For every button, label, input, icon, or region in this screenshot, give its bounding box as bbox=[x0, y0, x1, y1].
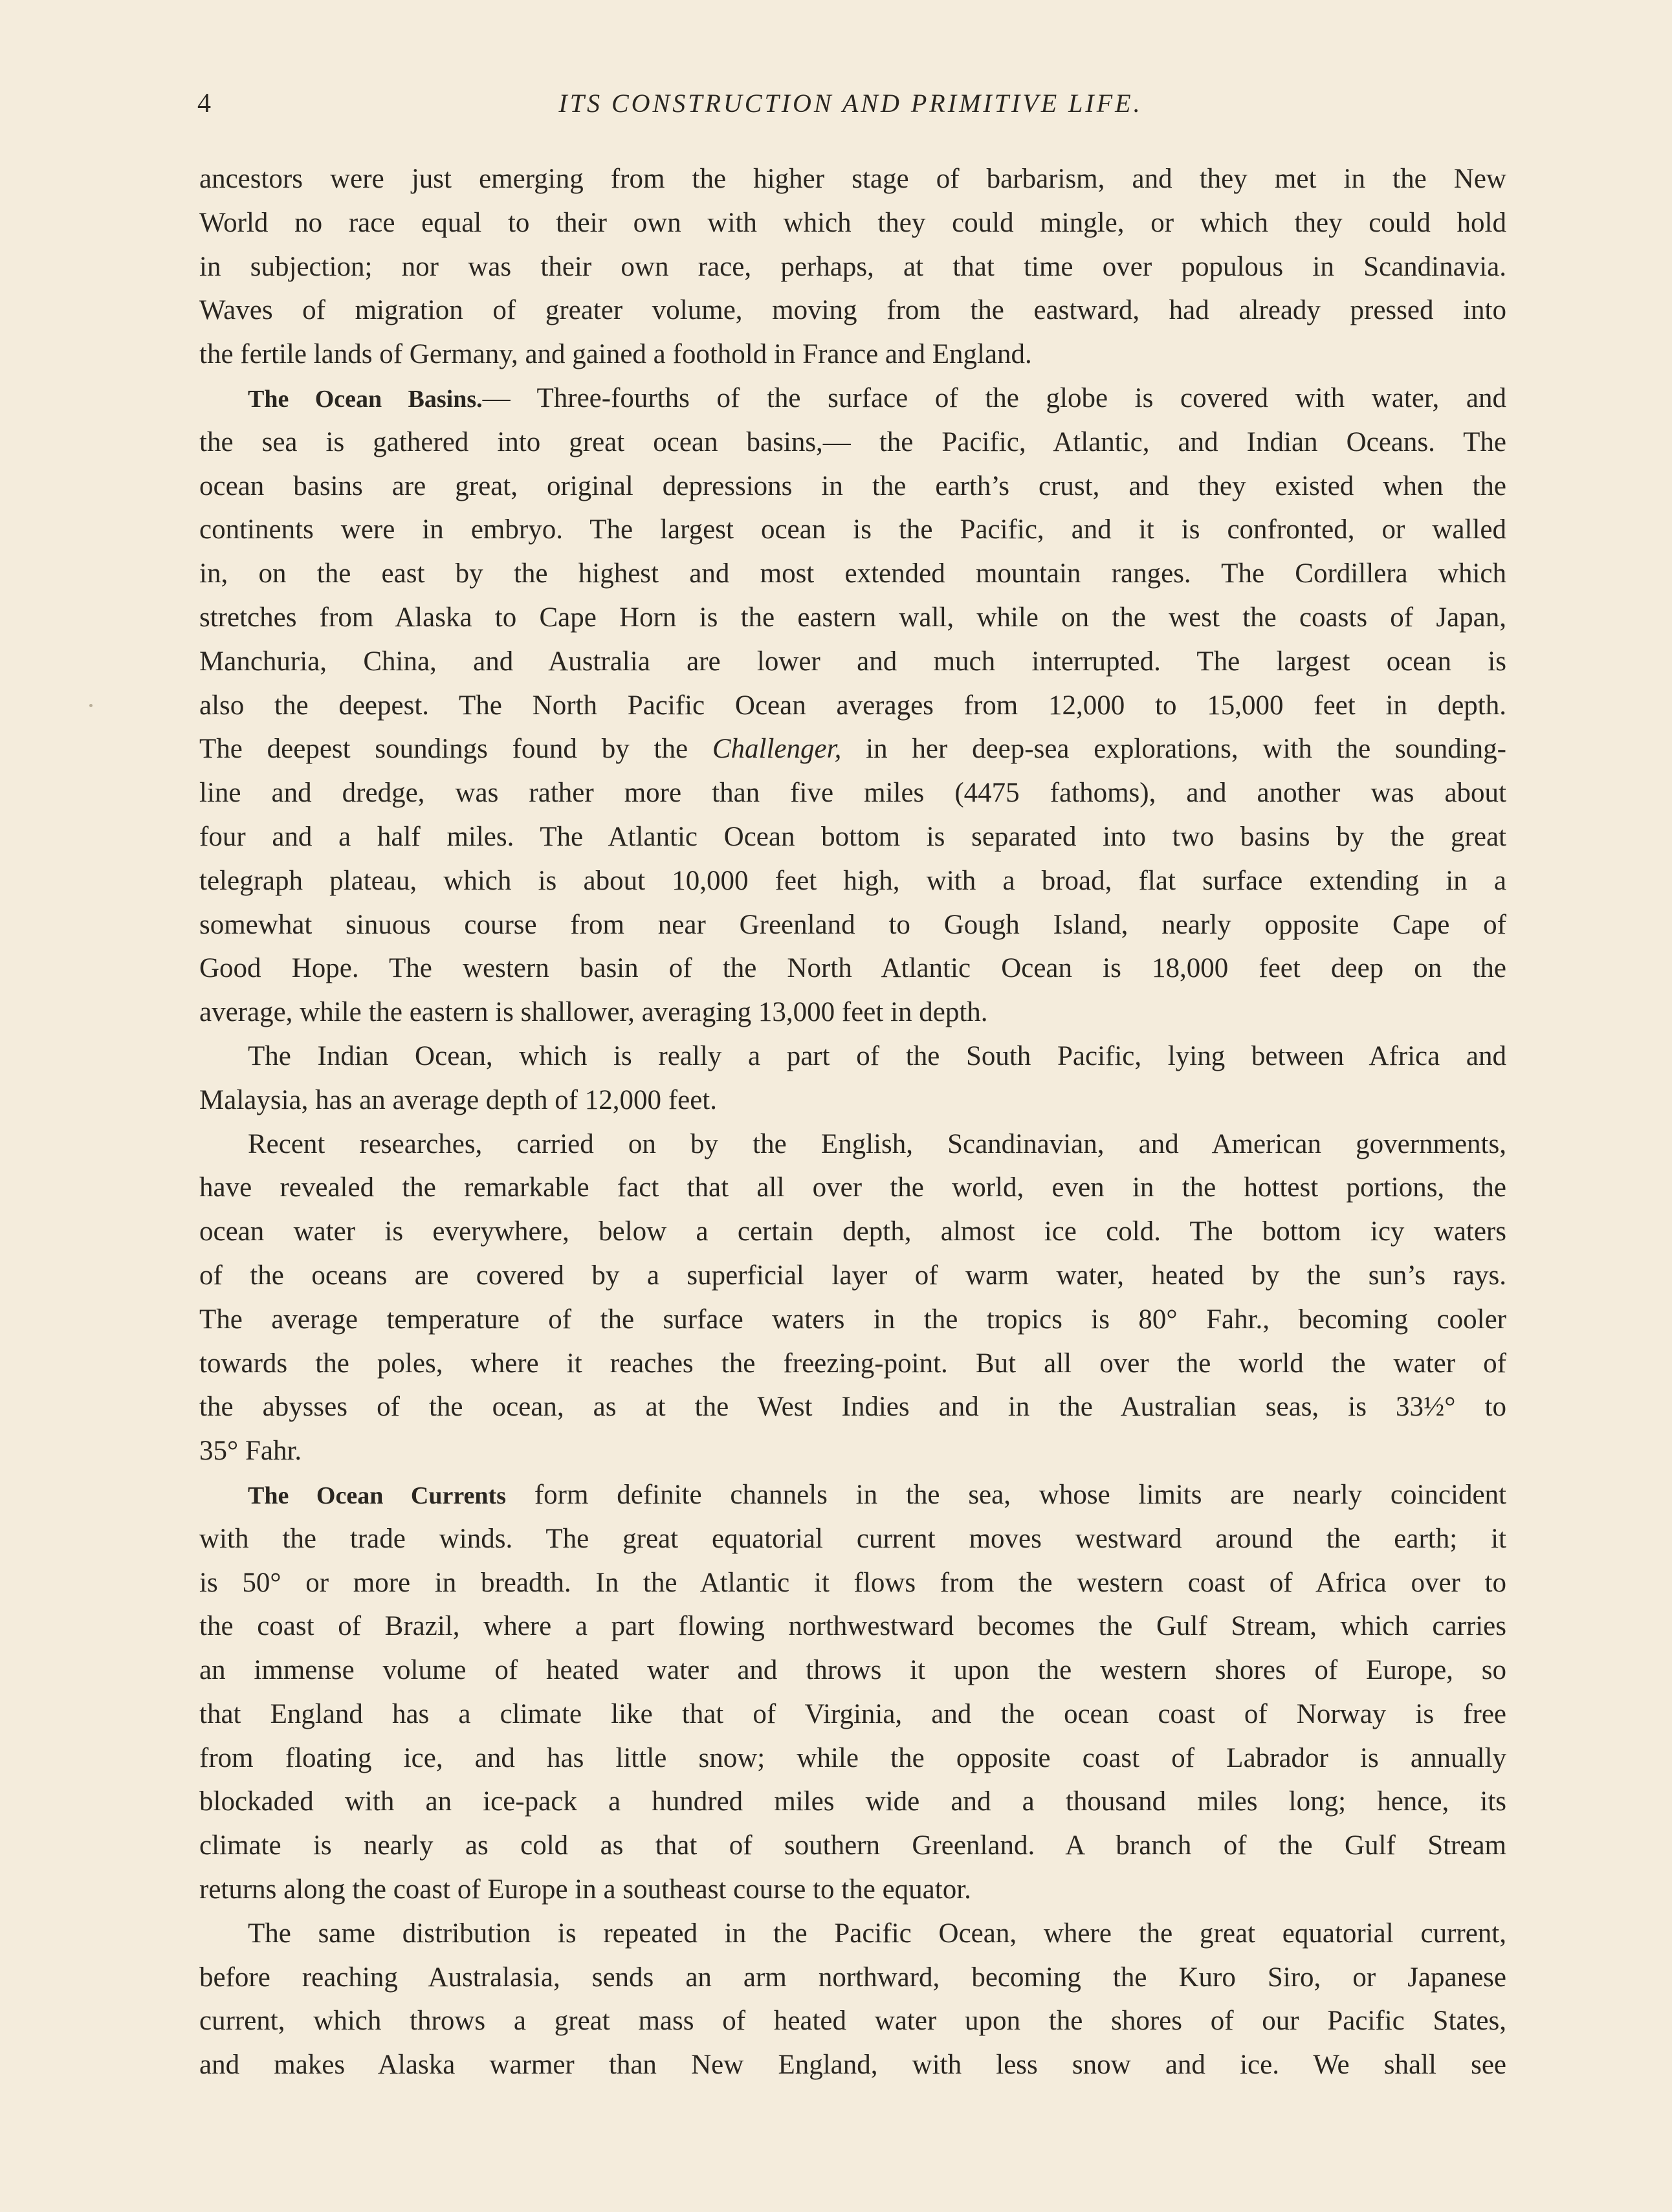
text-line: somewhat sinuous course from near Greenland to Gough Island, nearly opposite Cape of bbox=[199, 909, 1506, 940]
text-line: four and a half miles. The Atlantic Ocean bottom is separated into two basins by the great bbox=[199, 821, 1506, 852]
text-line: the sea is gathered into great ocean basins,— the Pacific, Atlantic, and Indian Oceans. The bbox=[199, 426, 1506, 457]
section-heading-ocean-basins: The Ocean Basins. bbox=[248, 385, 483, 413]
text-line: with the trade winds. The great equatorial current moves westward around the earth; it bbox=[199, 1523, 1506, 1554]
text-line: the fertile lands of Germany, and gained a foothold in France and England. bbox=[199, 339, 1032, 370]
text-line: the abysses of the ocean, as at the West Indies and in the Australian seas, is 33½° to bbox=[199, 1392, 1506, 1423]
text-line: from floating ice, and has little snow; while the opposite coast of Labrador is annually bbox=[199, 1742, 1506, 1773]
text-line: blockaded with an ice-pack a hundred miles wide and a thousand miles long; hence, its bbox=[199, 1786, 1506, 1817]
text-line: ocean basins are great, original depressions in the earth’s crust, and they existed when the bbox=[199, 470, 1506, 501]
text-line: ocean water is everywhere, below a certain depth, almost ice cold. The bottom icy waters bbox=[199, 1216, 1506, 1247]
section-heading-ocean-currents: The Ocean Currents bbox=[248, 1482, 506, 1509]
text-line: an immense volume of heated water and throws it upon the western shores of Europe, so bbox=[199, 1655, 1506, 1686]
ship-name: Challenger, bbox=[712, 734, 842, 765]
text-line: ancestors were just emerging from the higher stage of barbarism, and they met in the New bbox=[199, 164, 1506, 194]
running-head bbox=[197, 84, 1504, 123]
text-line: The Indian Ocean, which is really a part of the South Pacific, lying between Africa and bbox=[248, 1040, 1506, 1071]
text-line: climate is nearly as cold as that of southern Greenland. A branch of the Gulf Stream bbox=[199, 1830, 1506, 1861]
text-line: that England has a climate like that of Virginia, and the ocean coast of Norway is free bbox=[199, 1698, 1506, 1729]
text-line: 35° Fahr. bbox=[199, 1436, 302, 1467]
text-line: in subjection; nor was their own race, perhaps, at that time over populous in Scandinavia. bbox=[199, 251, 1506, 282]
text-line: stretches from Alaska to Cape Horn is the eastern wall, while on the west the coasts of Japan, bbox=[199, 602, 1506, 633]
text-line: of the oceans are covered by a superficial layer of warm water, heated by the sun’s rays. bbox=[199, 1260, 1506, 1291]
text-line: The deepest soundings found by the Challenger, in her deep-sea explorations, with the sounding- bbox=[199, 734, 1506, 765]
text-line: Malaysia, has an average depth of 12,000 feet. bbox=[199, 1084, 717, 1115]
text-line: also the deepest. The North Pacific Ocean averages from 12,000 to 15,000 feet in depth. bbox=[199, 690, 1506, 721]
text-line: returns along the coast of Europe in a southeast course to the equator. bbox=[199, 1874, 971, 1905]
text-line: continents were in embryo. The largest ocean is the Pacific, and it is confronted, or walled bbox=[199, 514, 1506, 545]
text-line: The Ocean Currents form definite channels in the sea, whose limits are nearly coincident bbox=[248, 1479, 1506, 1510]
text-line: The Ocean Basins.— Three-fourths of the surface of the globe is covered with water, and bbox=[248, 382, 1506, 413]
text-line: before reaching Australasia, sends an arm northward, becoming the Kuro Siro, or Japanese bbox=[199, 1962, 1506, 1993]
page-number: 4 bbox=[197, 89, 211, 118]
body-text bbox=[199, 157, 1506, 2087]
text-line: The same distribution is repeated in the Pacific Ocean, where the great equatorial current, bbox=[248, 1918, 1506, 1949]
paper-speck bbox=[89, 704, 93, 707]
text-line: Manchuria, China, and Australia are lower and much interrupted. The largest ocean is bbox=[199, 646, 1506, 677]
text-line: line and dredge, was rather more than five miles (4475 fathoms), and another was about bbox=[199, 778, 1506, 809]
text-line: The average temperature of the surface waters in the tropics is 80° Fahr., becoming cooler bbox=[199, 1304, 1506, 1335]
text-line: is 50° or more in breadth. In the Atlantic it flows from the western coast of Africa over to bbox=[199, 1567, 1506, 1598]
text-line: the coast of Brazil, where a part flowing northwestward becomes the Gulf Stream, which carries bbox=[199, 1611, 1506, 1642]
text-line: current, which throws a great mass of heated water upon the shores of our Pacific States, bbox=[199, 2006, 1506, 2037]
text-line: telegraph plateau, which is about 10,000 feet high, with a broad, flat surface extending in a bbox=[199, 865, 1506, 896]
text-line: in, on the east by the highest and most extended mountain ranges. The Cordillera which bbox=[199, 558, 1506, 589]
text-line: and makes Alaska warmer than New England, with less snow and ice. We shall see bbox=[199, 2050, 1506, 2081]
text-line: Recent researches, carried on by the English, Scandinavian, and American governments, bbox=[248, 1128, 1506, 1159]
text-line: towards the poles, where it reaches the freezing-point. But all over the world the water of bbox=[199, 1348, 1506, 1379]
text-line: have revealed the remarkable fact that all over the world, even in the hottest portions, the bbox=[199, 1172, 1506, 1203]
text-line: average, while the eastern is shallower, averaging 13,000 feet in depth. bbox=[199, 997, 988, 1028]
running-title: ITS CONSTRUCTION AND PRIMITIVE LIFE. bbox=[558, 89, 1143, 118]
text-line: Good Hope. The western basin of the North Atlantic Ocean is 18,000 feet deep on the bbox=[199, 953, 1506, 984]
text-line: Waves of migration of greater volume, moving from the eastward, had already pressed into bbox=[199, 295, 1506, 326]
text-line: World no race equal to their own with which they could mingle, or which they could hold bbox=[199, 207, 1506, 238]
